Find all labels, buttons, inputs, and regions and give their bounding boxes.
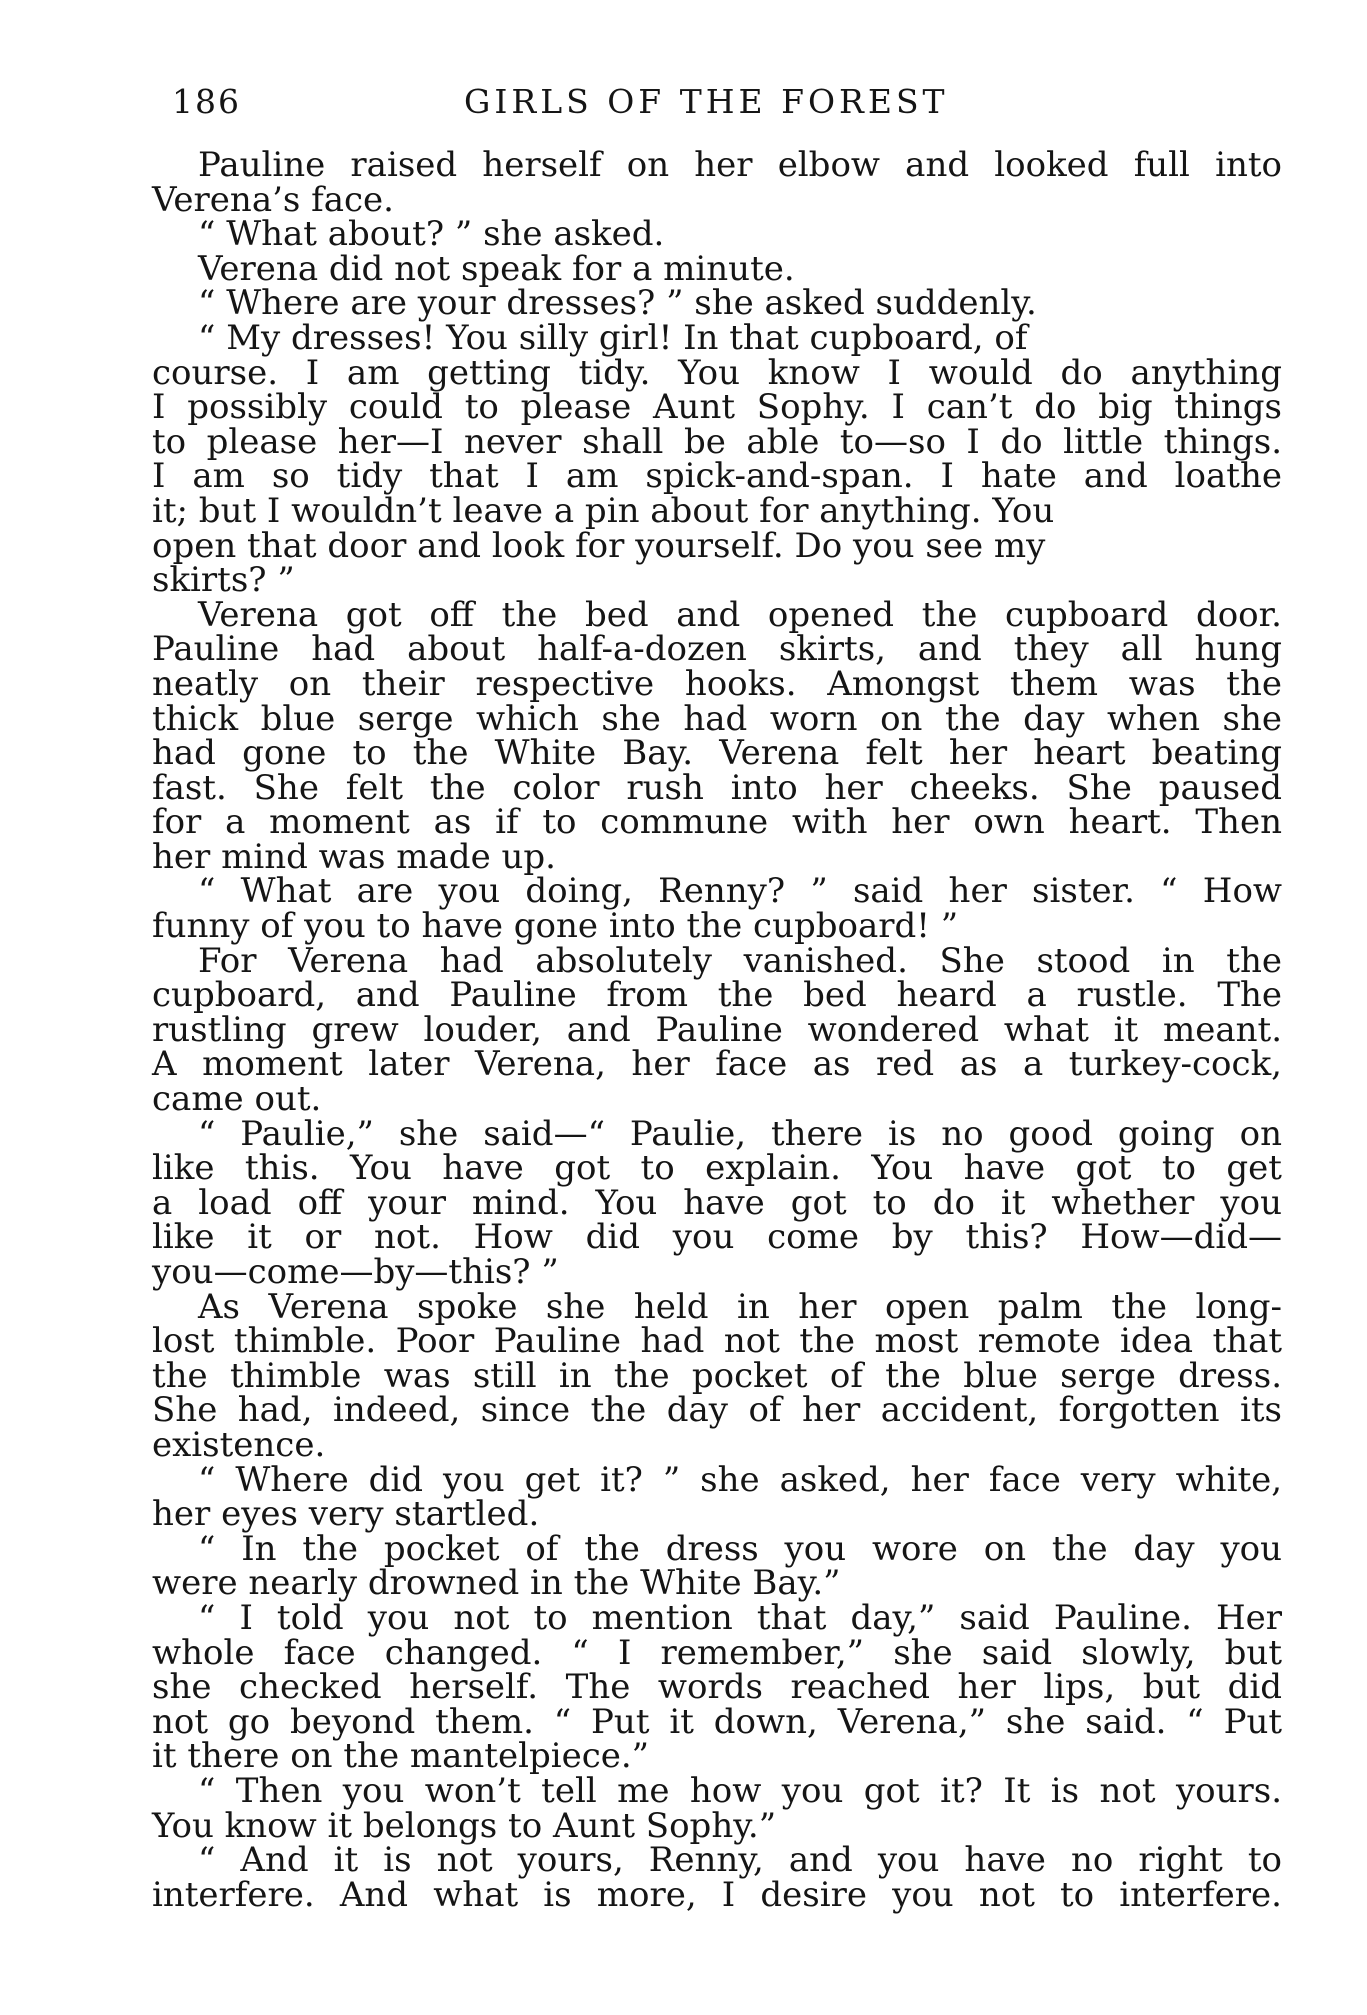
text-line: neatly on their respective hooks. Amongst them was the xyxy=(152,663,1282,704)
text-line: You know it belongs to Aunt Sophy.” xyxy=(152,1805,777,1846)
text-line: I possibly could to please Aunt Sophy. I can’t do big things xyxy=(152,387,1282,428)
text-line: Pauline raised herself on her elbow and looked full into xyxy=(198,145,1282,185)
text-line: her eyes very startled. xyxy=(152,1494,540,1535)
text-line: “ I told you not to mention that day,” said Pauline. Her xyxy=(198,1597,1283,1638)
page-header xyxy=(172,82,1272,122)
text-line: not go beyond them. “ Put it down, Verena,” she said. “ Put xyxy=(152,1701,1283,1742)
text-line: Verena did not speak for a minute. xyxy=(198,248,795,289)
text-line: thick blue serge which she had worn on the day when she xyxy=(152,698,1282,739)
text-line: the thimble was still in the pocket of the blue serge dress. xyxy=(152,1355,1283,1396)
text-line: Verena got off the bed and opened the cupboard door. xyxy=(198,594,1282,635)
text-line: to please her—I never shall be able to—so I do little things. xyxy=(152,421,1283,462)
text-line: “ What about? ” she asked. xyxy=(198,214,665,255)
text-line: lost thimble. Poor Pauline had not the most remote idea that xyxy=(152,1321,1283,1362)
text-line: it there on the mantelpiece.” xyxy=(152,1736,650,1777)
text-line: rustling grew louder, and Pauline wondered what it meant. xyxy=(152,1009,1283,1050)
text-line: “ And it is not yours, Renny, and you have no right to xyxy=(198,1840,1282,1881)
text-line: “ Paulie,” she said—“ Paulie, there is no good going on xyxy=(198,1113,1282,1154)
text-line: her mind was made up. xyxy=(152,836,556,877)
text-line: skirts? ” xyxy=(152,560,295,601)
text-line: course. I am getting tidy. You know I would do anything xyxy=(152,352,1282,393)
text-line: cupboard, and Pauline from the bed heard a rustle. The xyxy=(152,975,1283,1016)
text-line: it; but I wouldn’t leave a pin about for anything. You xyxy=(152,490,1055,531)
text-line: She had, indeed, since the day of her accident, forgotten its xyxy=(152,1390,1282,1431)
text-line: Pauline had about half-a-dozen skirts, and they all hung xyxy=(152,629,1283,670)
text-line: “ Where are your dresses? ” she asked suddenly. xyxy=(198,283,1037,324)
text-line: I am so tidy that I am spick-and-span. I hate and loathe xyxy=(152,456,1282,497)
text-line: came out. xyxy=(152,1079,322,1120)
text-line: funny of you to have gone into the cupboard! ” xyxy=(152,906,959,947)
text-line: “ In the pocket of the dress you wore on the day you xyxy=(198,1528,1283,1569)
text-line: As Verena spoke she held in her open palm the long- xyxy=(198,1286,1283,1327)
text-line: Verena’s face. xyxy=(152,179,394,220)
text-line: “ What are you doing, Renny? ” said her sister. “ How xyxy=(198,871,1283,912)
text-line: like it or not. How did you come by this? How—did— xyxy=(152,1217,1283,1258)
text-line: fast. She felt the color rush into her cheeks. She paused xyxy=(152,767,1282,808)
text-line: A moment later Verena, her face as red as a turkey-cock, xyxy=(152,1044,1282,1085)
text-line: “ My dresses! You silly girl! In that cupboard, of xyxy=(198,317,1028,358)
text-line: for a moment as if to commune with her own heart. Then xyxy=(152,802,1282,843)
text-line: open that door and look for yourself. Do you see my xyxy=(152,525,1046,566)
text-line: “ Where did you get it? ” she asked, her face very white, xyxy=(198,1459,1283,1500)
text-line: existence. xyxy=(152,1424,326,1465)
text-line: you—come—by—this? ” xyxy=(152,1252,559,1292)
text-line: she checked herself. The words reached her lips, but did xyxy=(152,1667,1283,1708)
body-text xyxy=(152,145,1283,1915)
page-number: 186 xyxy=(172,82,241,121)
text-line: interfere. And what is more, I desire you not to interfere. xyxy=(152,1874,1282,1915)
text-line: For Verena had absolutely vanished. She stood in the xyxy=(198,940,1282,981)
text-line: like this. You have got to explain. You have got to get xyxy=(152,1148,1282,1189)
running-title: GIRLS OF THE FOREST xyxy=(464,82,949,121)
text-line: a load off your mind. You have got to do it whether you xyxy=(152,1182,1282,1223)
text-line: “ Then you won’t tell me how you got it? It is not yours. xyxy=(198,1770,1283,1811)
text-line: whole face changed. “ I remember,” she said slowly, but xyxy=(152,1632,1282,1673)
text-line: were nearly drowned in the White Bay.” xyxy=(152,1563,841,1604)
text-line: had gone to the White Bay. Verena felt her heart beating xyxy=(152,733,1283,774)
